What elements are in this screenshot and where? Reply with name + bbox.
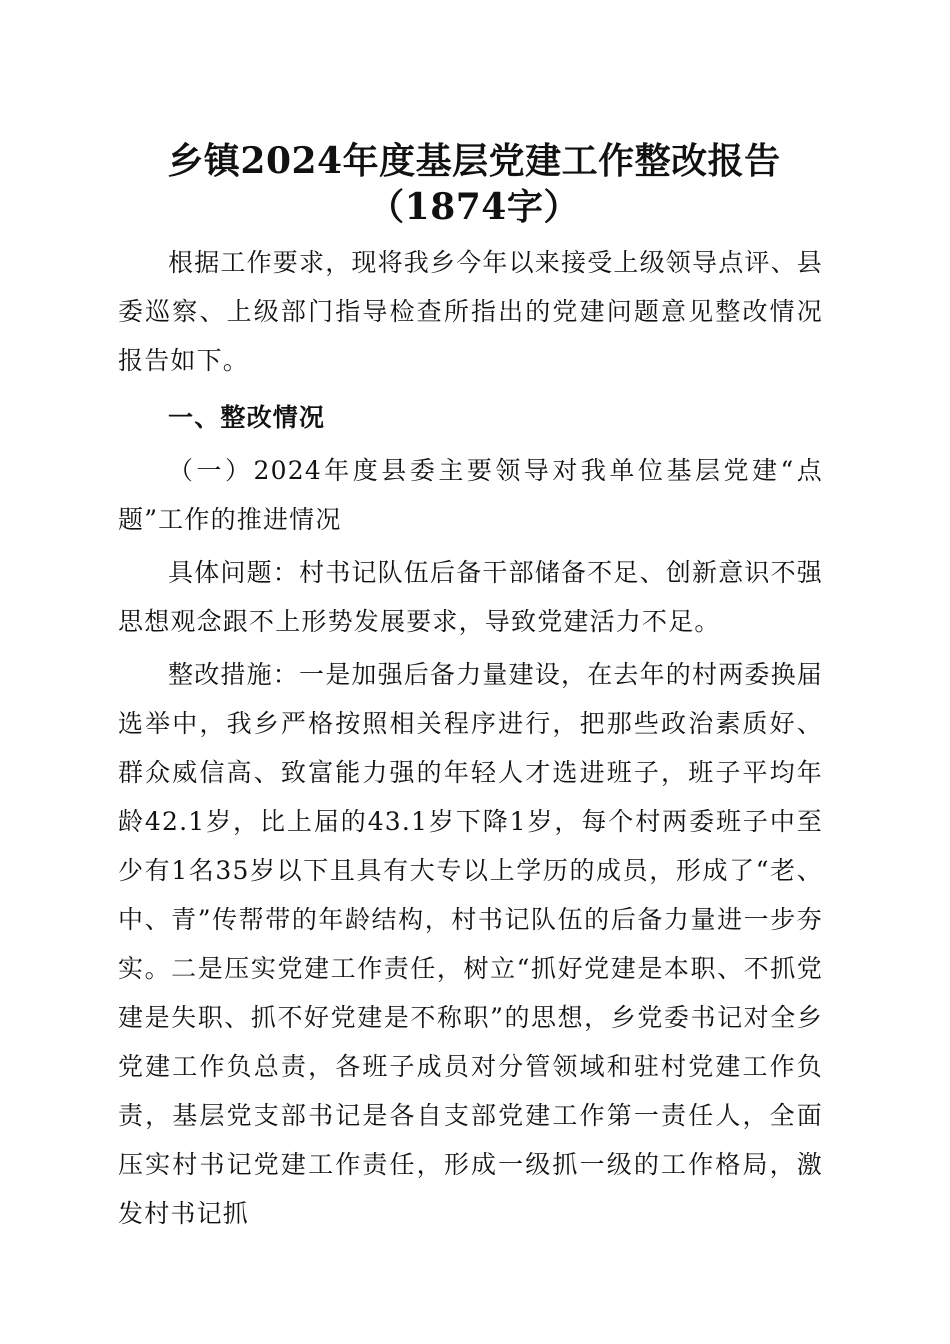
intro-paragraph: 根据工作要求，现将我乡今年以来接受上级领导点评、县委巡察、上级部门指导检查所指出的党建问题意见整改情况报告如下。 [118,248,824,375]
measures-paragraph: 整改措施：一是加强后备力量建设，在去年的村两委换届选举中，我乡严格按照相关程序进行，把那些政治素质好、群众威信高、致富能力强的年轻人才选进班子，班子平均年龄42.1岁，比上届的43.1岁下降1岁，每个村两委班子中至少有1名35岁以下且具有大专以上学历的成员，形成了“老、中、青”传帮带的年龄结构，村书记队伍的后备力量进一步夯实。二是压实党建工作责任，树立“抓好党建是本职、不抓党建是失职、抓不好党建是不称职”的思想，乡党委书记对全乡党建工作负总责，各班子成员对分管领域和驻村党建工作负责，基层党支部书记是各自支部党建工作第一责任人，全面压实村书记党建工作责任，形成一级抓一级的工作格局，激发村书记抓 [118,660,824,1228]
problem-paragraph: 具体问题：村书记队伍后备干部储备不足、创新意识不强思想观念跟不上形势发展要求，导致党建活力不足。 [118,558,824,636]
document-body [118,238,823,1238]
document-title: 乡镇2024年度基层党建工作整改报告（1874字） [167,140,781,228]
section-heading: 一、整改情况 [168,403,326,432]
subsection-heading: （一）2024年度县委主要领导对我单位基层党建“点题”工作的推进情况 [118,456,823,534]
